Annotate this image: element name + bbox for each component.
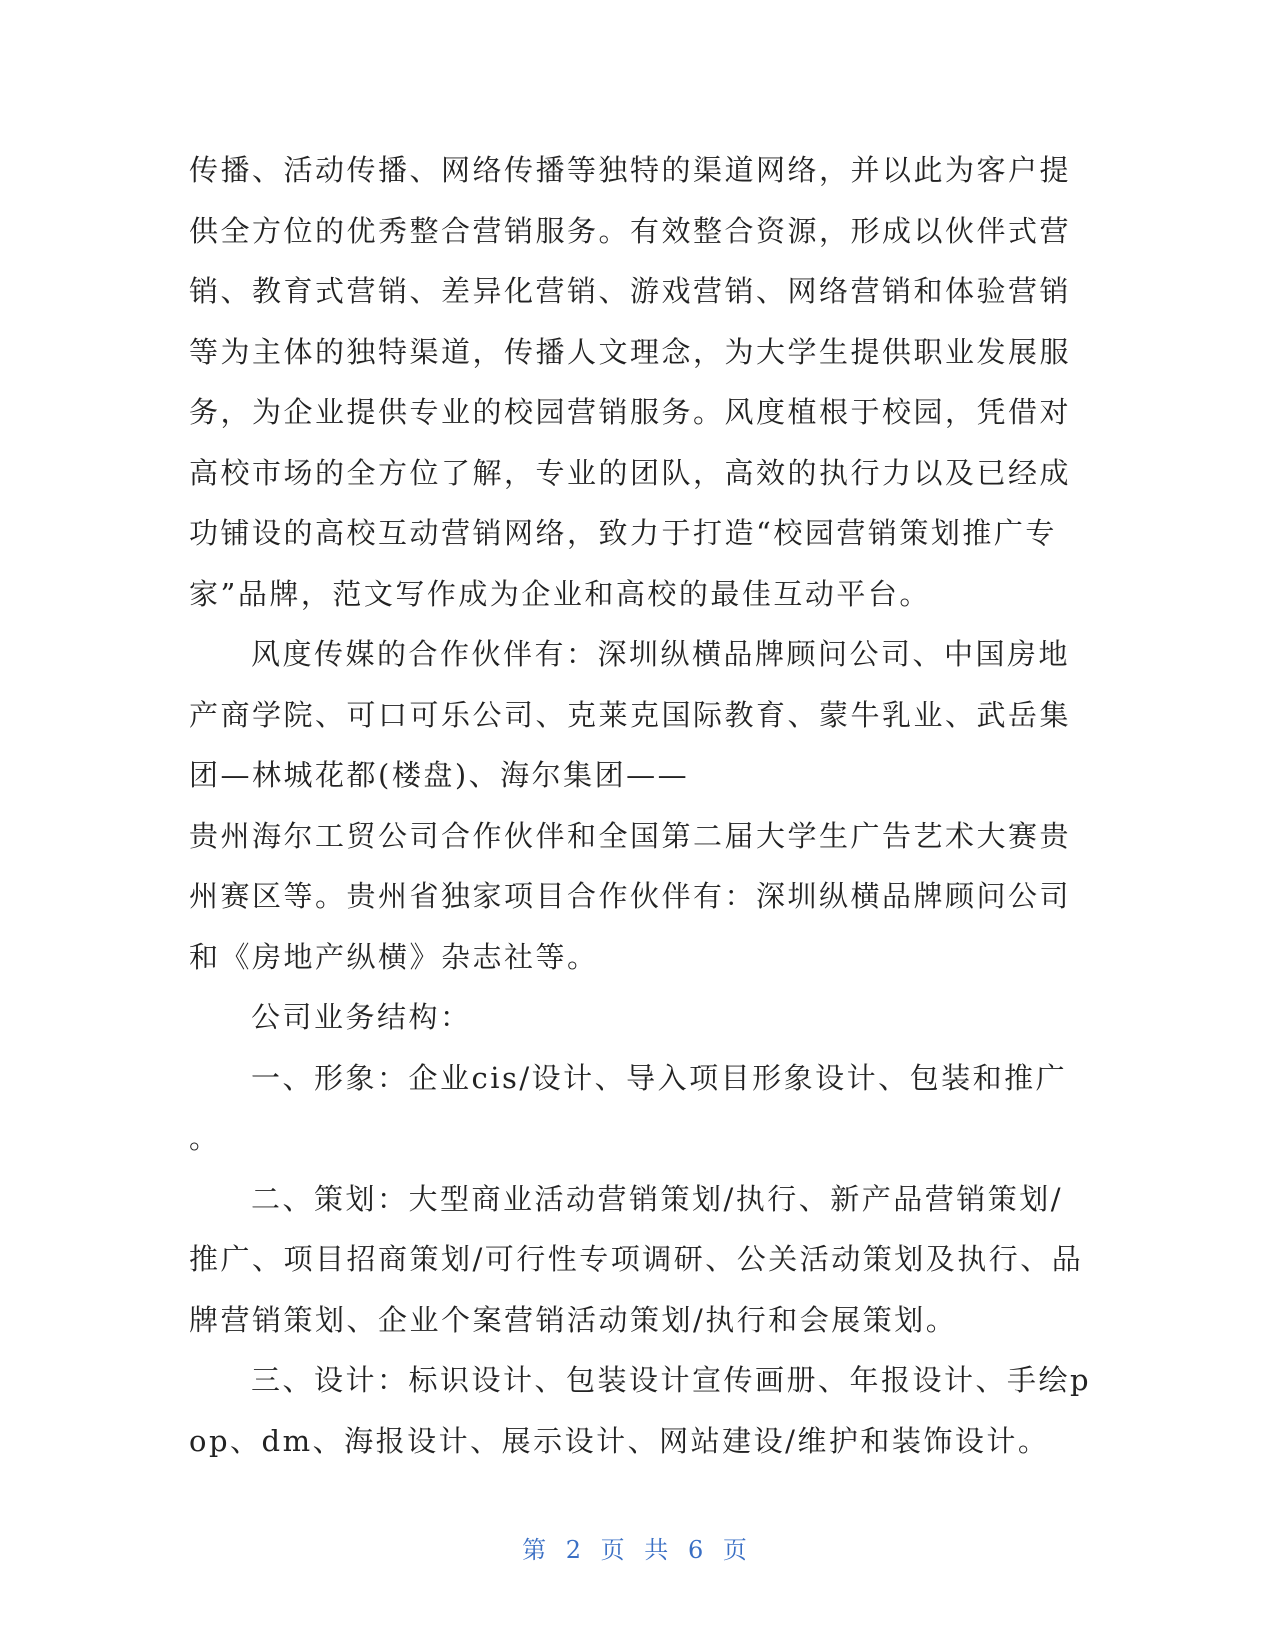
paragraph-start-line: 三、设计：标识设计、包装设计宣传画册、年报设计、手绘p	[251, 1363, 1092, 1397]
text-line: 供全方位的优秀整合营销服务。有效整合资源，形成以伙伴式营	[189, 213, 1072, 248]
text-line: op、dm、海报设计、展示设计、网站建设/维护和装饰设计。	[189, 1423, 1050, 1458]
text-line: 贵州海尔工贸公司合作伙伴和全国第二届大学生广告艺术大赛贵	[189, 818, 1072, 853]
section-heading: 公司业务结构：	[251, 1000, 472, 1034]
text-line: 家”品牌，范文写作成为企业和高校的最佳互动平台。	[189, 576, 931, 611]
text-line: 等为主体的独特渠道，传播人文理念，为大学生提供职业发展服	[189, 334, 1072, 369]
paragraph-start-line: 一、形象：企业cis/设计、导入项目形象设计、包装和推广	[251, 1060, 1068, 1095]
text-line: 功铺设的高校互动营销网络，致力于打造“校园营销策划推广专	[189, 516, 1057, 550]
text-line: 牌营销策划、企业个案营销活动策划/执行和会展策划。	[189, 1302, 958, 1337]
text-line: 。	[189, 1121, 221, 1155]
document-body	[189, 140, 1092, 1471]
text-line: 高校市场的全方位了解，专业的团队，高效的执行力以及已经成	[189, 455, 1072, 490]
text-line: 销、教育式营销、差异化营销、游戏营销、网络营销和体验营销	[189, 274, 1072, 308]
paragraph-start-line: 二、策划：大型商业活动营销策划/执行、新产品营销策划/	[251, 1181, 1064, 1216]
page-number-footer: 第 2 页 共 6 页	[522, 1536, 753, 1564]
text-line: 务，为企业提供专业的校园营销服务。风度植根于校园，凭借对	[189, 395, 1072, 429]
text-line: 推广、项目招商策划/可行性专项调研、公关活动策划及执行、品	[189, 1242, 1084, 1276]
text-line: 和《房地产纵横》杂志社等。	[189, 939, 599, 974]
paragraph-start-line: 风度传媒的合作伙伴有：深圳纵横品牌顾问公司、中国房地	[251, 637, 1071, 671]
text-line: 团—林城花都(楼盘)、海尔集团——	[189, 758, 690, 792]
text-line: 州赛区等。贵州省独家项目合作伙伴有：深圳纵横品牌顾问公司	[189, 879, 1072, 913]
text-line: 传播、活动传播、网络传播等独特的渠道网络，并以此为客户提	[189, 153, 1072, 187]
text-line: 产商学院、可口可乐公司、克莱克国际教育、蒙牛乳业、武岳集	[189, 697, 1072, 732]
